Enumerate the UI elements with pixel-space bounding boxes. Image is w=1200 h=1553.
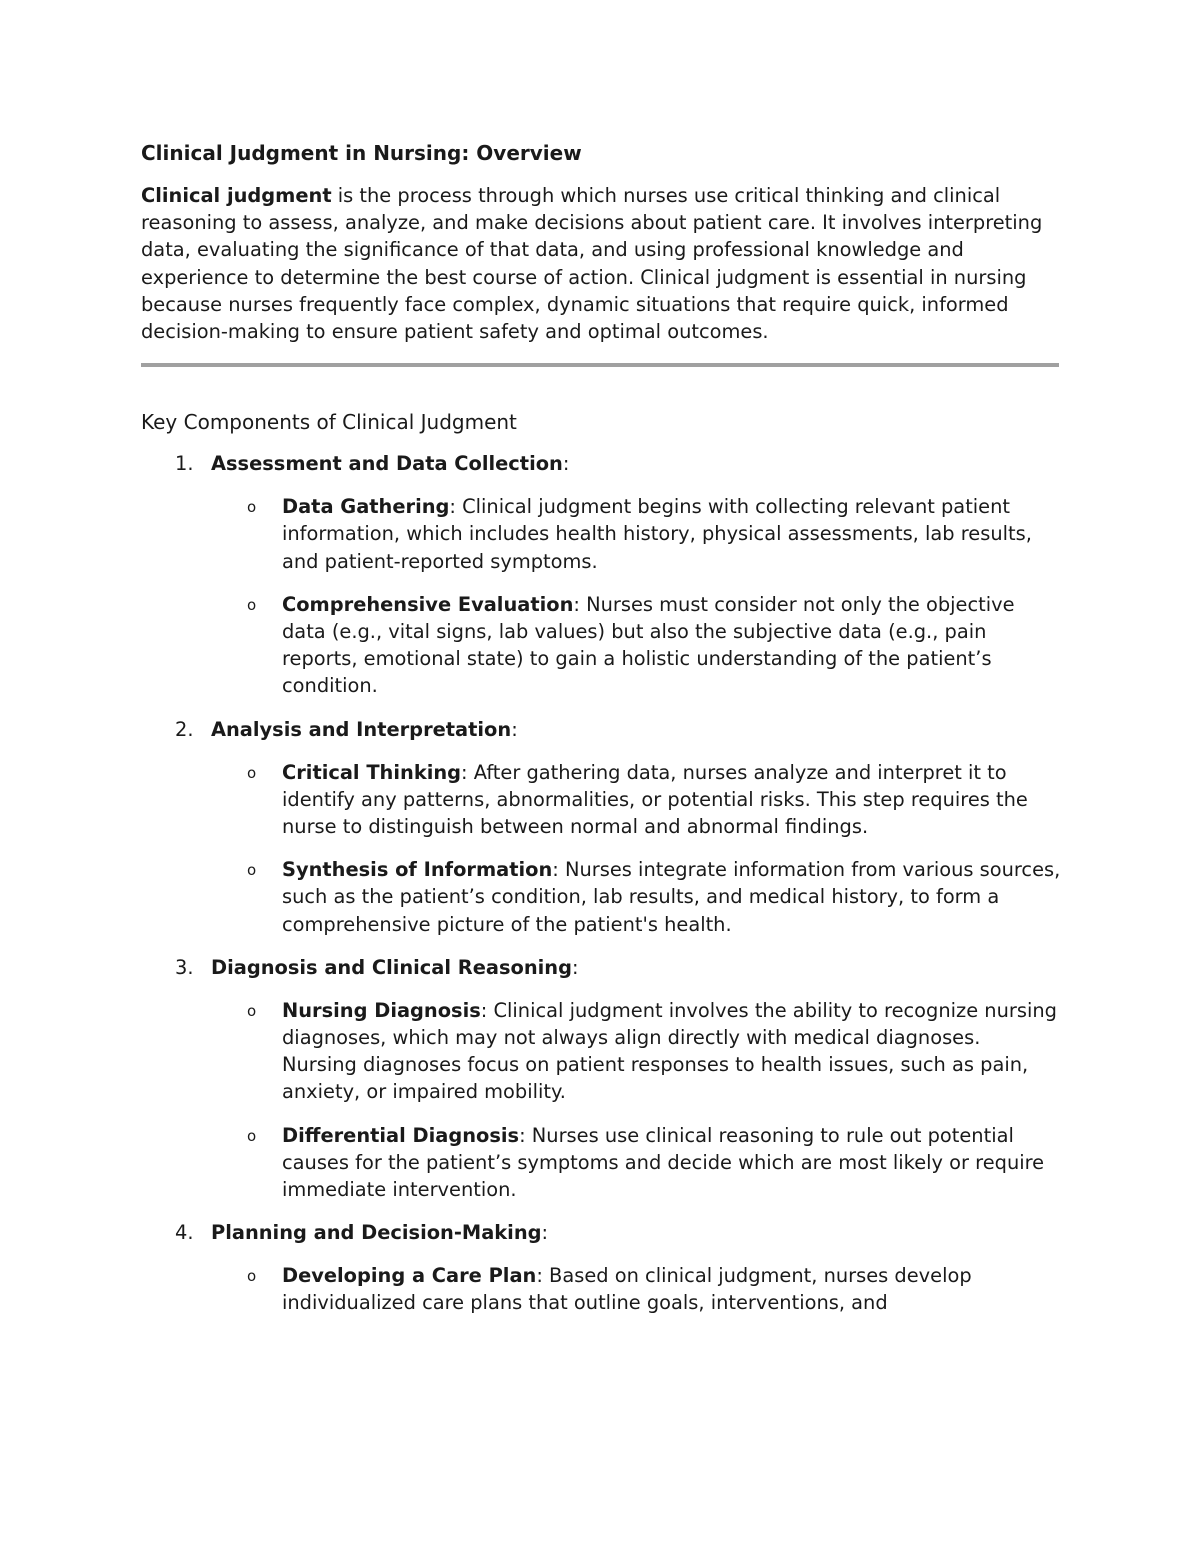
sub-item bbox=[141, 493, 1061, 575]
sub-item-list bbox=[141, 759, 1061, 938]
intro-bold-term: Clinical judgment bbox=[141, 184, 332, 207]
sub-item-text: : Clinical judgment begins with collecting relevant patient information, which includes health history, physical assessments, lab results, and patient-reported symptoms. bbox=[282, 495, 1032, 573]
sub-item-term: Synthesis of Information bbox=[282, 858, 553, 882]
component-number: 4. bbox=[175, 1221, 194, 1245]
bullet-icon: o bbox=[247, 1001, 257, 1020]
sub-item bbox=[141, 856, 1061, 938]
components-list bbox=[141, 450, 1061, 1316]
sub-item-term: Critical Thinking bbox=[282, 760, 462, 784]
component-heading bbox=[141, 716, 1061, 743]
sub-item-list bbox=[141, 493, 1061, 699]
sub-item bbox=[141, 1262, 1061, 1316]
component-item bbox=[141, 450, 1061, 699]
sub-item-text: : Nurses must consider not only the objective data (e.g., vital signs, lab values) but also the subjective data (e.g., pain reports, emotional state) to gain a holistic understanding of the patient’s condition. bbox=[282, 592, 1015, 698]
document-page bbox=[141, 138, 1061, 1333]
sub-item bbox=[141, 997, 1061, 1106]
component-item bbox=[141, 1219, 1061, 1316]
sub-item bbox=[141, 759, 1061, 841]
sub-item-term: Differential Diagnosis bbox=[282, 1123, 520, 1147]
sub-item-text: : After gathering data, nurses analyze and interpret it to identify any patterns, abnormalities, or potential risks. This step requires the nurse to distinguish between normal and abnormal findings. bbox=[282, 760, 1028, 839]
sub-item-text: : Nurses use clinical reasoning to rule out potential causes for the patient’s symptoms and decide which are most likely or require immediate intervention. bbox=[282, 1123, 1045, 1202]
component-number: 2. bbox=[175, 717, 194, 741]
sub-item-list bbox=[141, 1262, 1061, 1316]
intro-paragraph bbox=[141, 182, 1061, 345]
sub-item bbox=[141, 591, 1061, 700]
section-title: Key Components of Clinical Judgment bbox=[141, 410, 517, 435]
component-suffix: : bbox=[541, 1221, 549, 1245]
component-heading bbox=[141, 450, 1061, 477]
component-heading bbox=[141, 954, 1061, 981]
component-name: Diagnosis and Clinical Reasoning bbox=[211, 955, 572, 979]
component-item bbox=[141, 954, 1061, 1203]
sub-item-term: Developing a Care Plan bbox=[282, 1264, 537, 1288]
bullet-icon: o bbox=[247, 498, 257, 517]
bullet-icon: o bbox=[247, 595, 257, 614]
component-name: Planning and Decision-Making bbox=[211, 1221, 542, 1245]
sub-item-text: : Clinical judgment involves the ability to recognize nursing diagnoses, which may not always align directly with medical diagnoses. Nursing diagnoses focus on patient responses to health issues, such as pain, anxiety, or impaired mobility. bbox=[282, 998, 1057, 1104]
component-item bbox=[141, 716, 1061, 938]
bullet-icon: o bbox=[247, 1267, 257, 1286]
sub-item-text: : Based on clinical judgment, nurses develop individualized care plans that outline goals, interventions, and bbox=[282, 1264, 972, 1315]
sub-item-term: Comprehensive Evaluation bbox=[282, 592, 574, 616]
component-name: Assessment and Data Collection bbox=[211, 452, 563, 476]
sub-item-term: Nursing Diagnosis bbox=[282, 998, 481, 1022]
component-suffix: : bbox=[562, 452, 570, 476]
component-name: Analysis and Interpretation bbox=[211, 717, 512, 741]
component-number: 3. bbox=[175, 955, 194, 979]
sub-item-list bbox=[141, 997, 1061, 1203]
horizontal-rule bbox=[141, 363, 1059, 367]
bullet-icon: o bbox=[247, 861, 257, 880]
component-suffix: : bbox=[571, 955, 579, 979]
sub-item bbox=[141, 1122, 1061, 1204]
component-heading bbox=[141, 1219, 1061, 1246]
bullet-icon: o bbox=[247, 1126, 257, 1145]
component-number: 1. bbox=[175, 452, 194, 476]
bullet-icon: o bbox=[247, 763, 257, 782]
component-suffix: : bbox=[511, 717, 518, 741]
document-title: Clinical Judgment in Nursing: Overview bbox=[141, 141, 582, 165]
sub-item-term: Data Gathering bbox=[282, 495, 450, 519]
sub-item-text: : Nurses integrate information from various sources, such as the patient’s condition, lab results, and medical history, to form a comprehensive picture of the patient's health. bbox=[282, 858, 1061, 936]
intro-text: is the process through which nurses use critical thinking and clinical reasoning to assess, analyze, and make decisions about patient care. It involves interpreting data, evaluating the significance of that data, and using professional knowledge and experience to determine the best course of action. Clinical judgment is essential in nursing because nurses frequently face complex, dynamic situations that require quick, informed decision-making to ensure patient safety and optimal outcomes. bbox=[141, 184, 1043, 344]
